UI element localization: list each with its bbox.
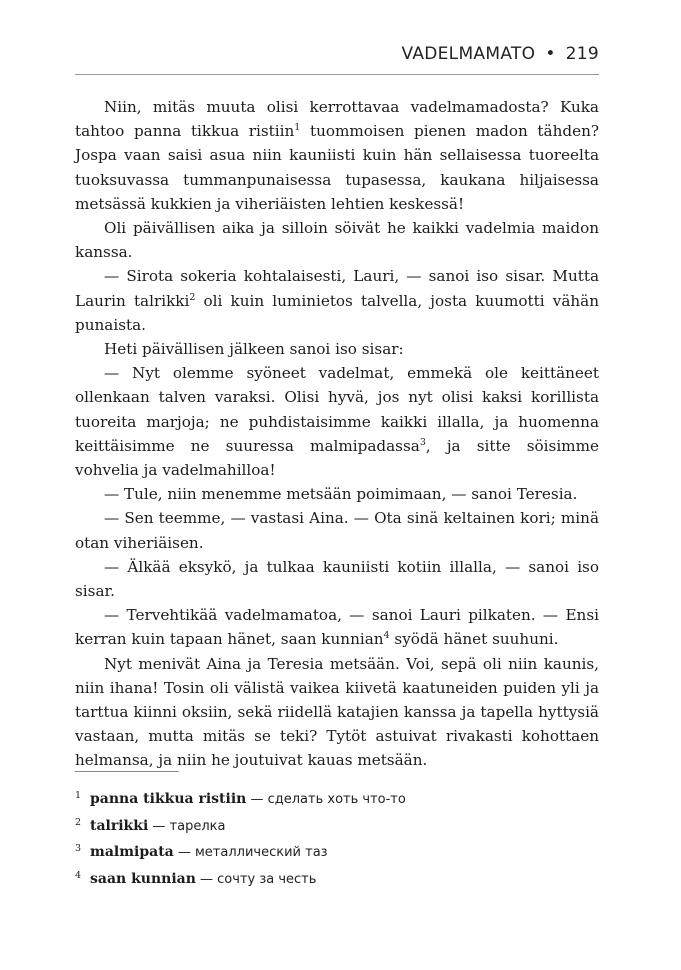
page-number: 219 (565, 44, 599, 64)
body-text (75, 95, 599, 773)
footnote-rule (75, 771, 179, 772)
paragraph: Niin, mitäs muuta olisi kerrottavaa vadelmamadosta? Kuka tahtoo panna tikkua ristiin$^1$ tuommoisen pienen madon tähden? Jospa vaan saisi asua niin kauniisti kuin hän sellaisessa tuoreelta tuoksuvassa tummanpunaisessa tupasessa, kaukana hiljaisessa metsässä kukkien ja viheriäisten lehtien keskessä! (75, 98, 599, 213)
footnote-dash: — (195, 871, 218, 887)
footnote-number: 2 (75, 816, 82, 828)
footnote (75, 813, 595, 840)
running-header (75, 44, 599, 64)
footnote-ref: 2 (189, 291, 196, 303)
footnote-ref: 1 (294, 122, 301, 134)
footnote-term: talrikki (90, 817, 149, 834)
footnote-number: 4 (75, 869, 82, 881)
footnote-ref: 4 (383, 630, 390, 642)
footnote (75, 786, 595, 813)
paragraph: — Älkää eksykö, ja tulkaa kauniisti kotiin illalla, — sanoi iso sisar. (75, 557, 599, 601)
paragraph: — Tule, niin menemme metsään poimimaan, — sanoi Teresia. (104, 485, 578, 504)
footnote-number: 3 (75, 843, 82, 854)
footnote (75, 839, 595, 866)
footnote (75, 866, 595, 893)
footnote-term: panna tikkua ristiin (90, 791, 247, 807)
footnote-dash: — (148, 818, 170, 834)
footnote-dash: — (173, 845, 195, 860)
footnote-translation: тарелка (169, 818, 226, 834)
paragraph: — Tervehtikää vadelmamatoa, — sanoi Lauri pilkaten. — Ensi kerran kuin tapaan hänet, saan kunnian$^4$ syödä hänet suuhuni. (75, 606, 599, 649)
header-title: VADELMAMATO (401, 44, 536, 64)
paragraph: — Nyt olemme syöneet vadelmat, emmekä ole keittäneet ollenkaan talven varaksi. Olisi hyvä, jos nyt olisi kaksi korillista tuoreita marjoja; ne puhdistaisimme kaikki illalla, ja huomenna keittäisimme ne suuressa malmipadassa$^3$, ja sitte söisimme vohvelia ja vadelmahilloa! (75, 364, 599, 480)
footnote-term: malmipata (90, 844, 174, 860)
footnote-translation: сочту за честь (217, 871, 317, 887)
footnote-ref: 3 (419, 436, 426, 448)
paragraph: Nyt menivät Aina ja Teresia metsään. Voi, sepä oli niin kaunis, niin ihana! Tosin oli välistä vaikea kiivetä kaatuneiden puiden yli ja tarttua kiinni oksiin, sekä riidellä katajien kanssa ja tapella hyttysiä vastaan, mutta mitäs se teki? Tytöt astuivat rivakasti kohottaen helmansa, ja niin he joutuivat kauas metsään. (75, 654, 599, 770)
header-rule (75, 74, 599, 75)
footnote-translation: сделать хоть что-то (267, 792, 406, 807)
footnote-term: saan kunnian (90, 870, 196, 887)
footnote-translation: металлический таз (195, 845, 328, 860)
footnote-dash: — (246, 792, 268, 807)
paragraph: — Sen teemme, — vastasi Aina. — Ota sinä keltainen kori; minä otan viheriäisen. (75, 509, 599, 552)
paragraph: — Sirota sokeria kohtalaisesti, Lauri, — sanoi iso sisar. Mutta Laurin talrikki$^2$ oli kuin luminietos talvella, josta kuumotti vähän punaista. (75, 267, 600, 334)
paragraph: Heti päivällisen jälkeen sanoi iso sisar: (104, 340, 404, 359)
paragraph: Oli päivällisen aika ja silloin söivät he kaikki vadelmia maidon kanssa. (75, 219, 599, 262)
footnote-number: 1 (75, 790, 82, 801)
footnotes (75, 786, 595, 892)
header-separator: • (545, 44, 556, 64)
